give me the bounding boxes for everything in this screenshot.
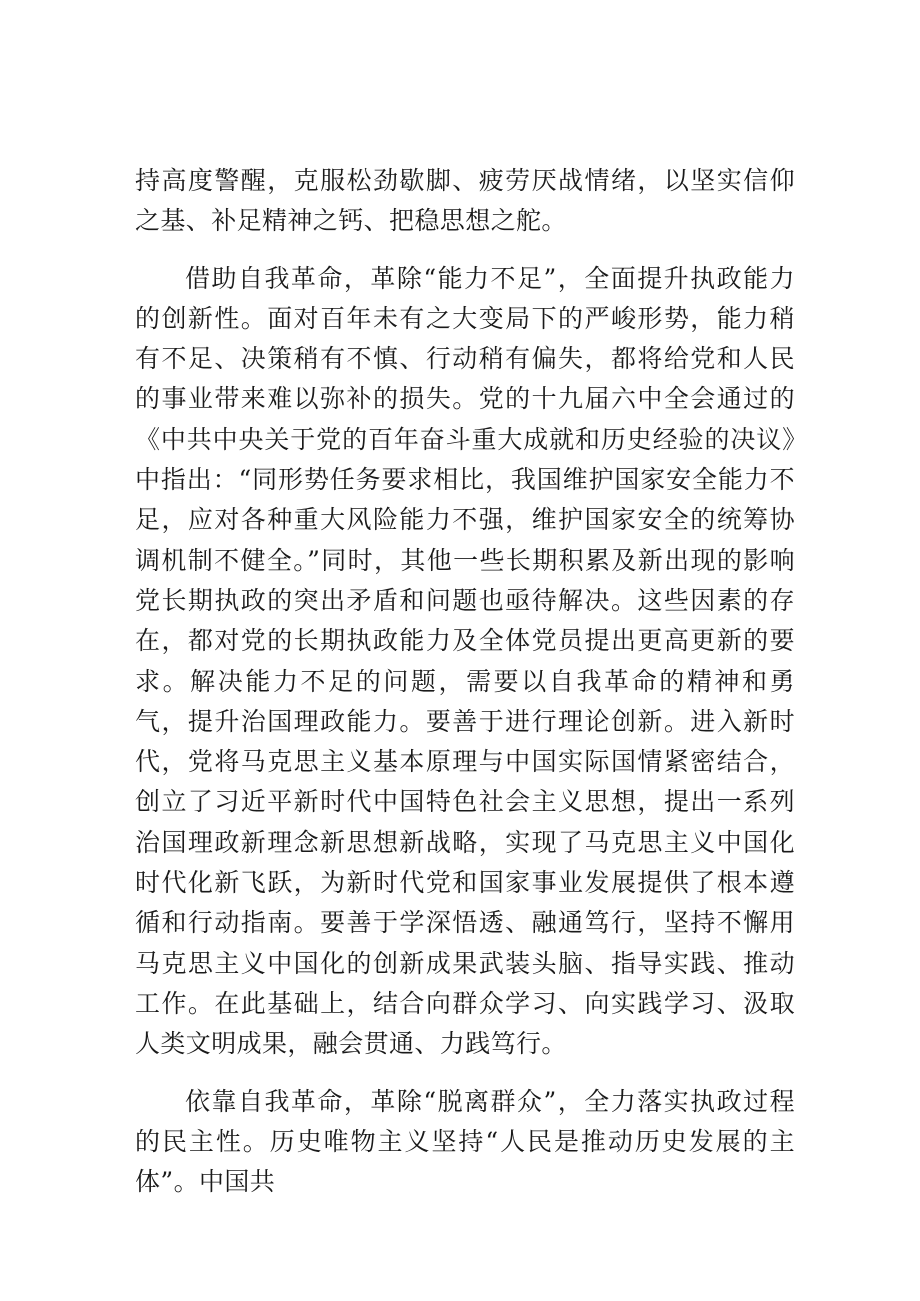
paragraph-masses: 依靠自我革命，革除“脱离群众”，全力落实执政过程的民主性。历史唯物主义坚持“人民是推动历史发展的主体”。中国共 (135, 1086, 795, 1197)
paragraph-continuation: 持高度警醒，克服松劲歇脚、疲劳厌战情绪，以坚实信仰之基、补足精神之钙、把稳思想之舵。 (135, 166, 795, 236)
paragraph-ability: 借助自我革命，革除“能力不足”，全面提升执政能力的创新性。面对百年未有之大变局下的严峻形势，能力稍有不足、决策稍有不慎、行动稍有偏失，都将给党和人民的事业带来难以弥补的损失。党的十九届六中全会通过的《中共中央关于党的百年奋斗重大成就和历史经验的决议》中指出：“同形势任务要求相比，我国维护国家安全能力不足，应对各种重大风险能力不强，维护国家安全的统筹协调机制不健全。”同时，其他一些长期积累及新出现的影响党长期执政的突出矛盾和问题也亟待解决。这些因素的存在，都对党的长期执政能力及全体党员提出更高更新的要求。解决能力不足的问题，需要以自我革命的精神和勇气，提升治国理政能力。要善于进行理论创新。进入新时代，党将马克思主义基本原理与中国实际国情紧密结合，创立了习近平新时代中国特色社会主义思想，提出一系列治国理政新理念新思想新战略，实现了马克思主义中国化时代化新飞跃，为新时代党和国家事业发展提供了根本遵循和行动指南。要善于学深悟透、融通笃行，坚持不懈用马克思主义中国化的创新成果武装头脑、指导实践、推动工作。在此基础上，结合向群众学习、向实践学习、汲取人类文明成果，融会贯通、力践笃行。 (135, 263, 795, 1059)
document-body (135, 161, 795, 1202)
